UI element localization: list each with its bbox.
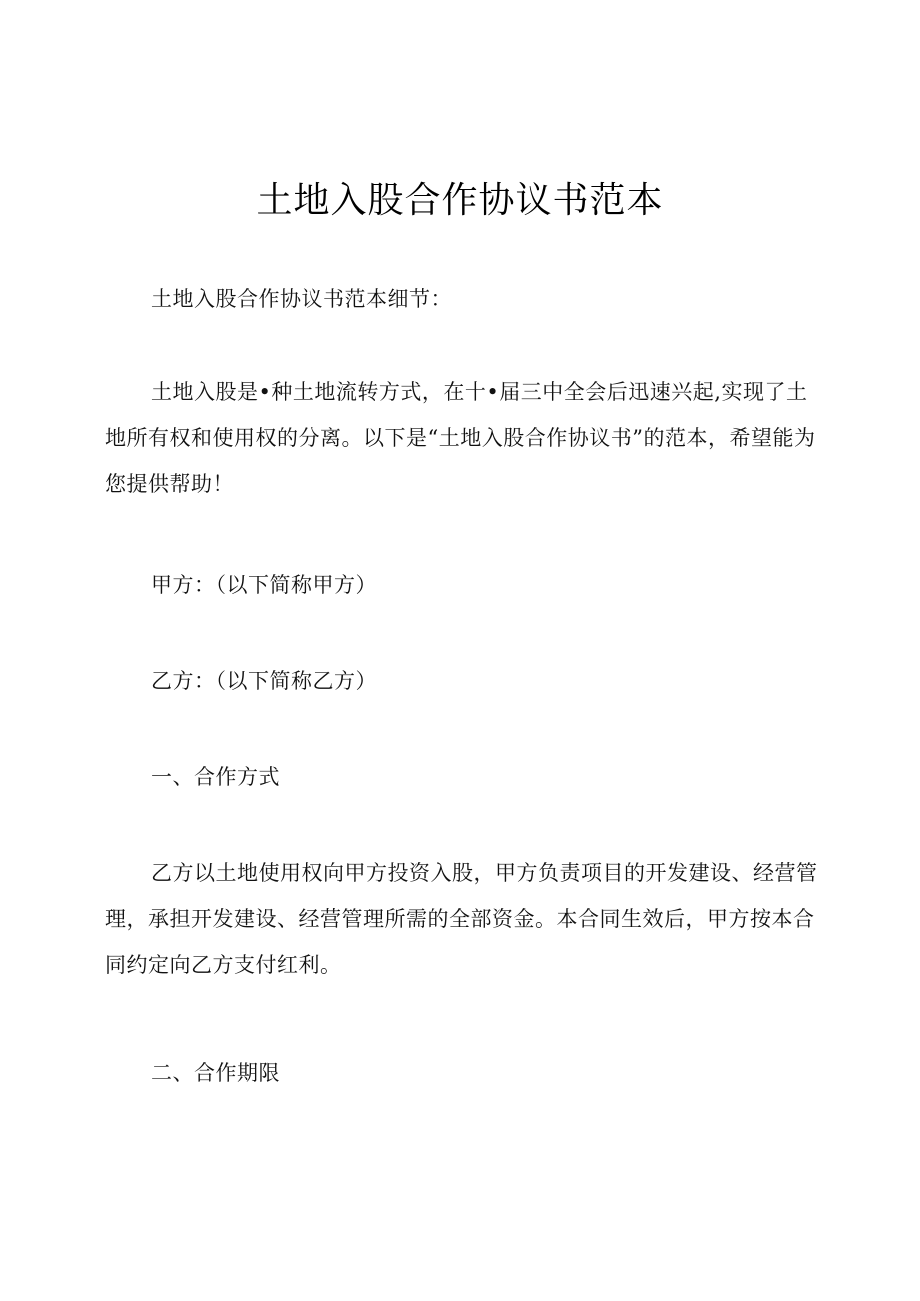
party-b-line: 乙方：（以下简称乙方） (151, 669, 377, 693)
intro-paragraph: 土地入股合作协议书范本细节： (151, 287, 452, 311)
document-title: 土地入股合作协议书范本 (256, 180, 664, 221)
description-paragraph: 土地入股是•种土地流转方式，在十•届三中全会后迅速兴起,实现了土地所有权和使用权的分离。以下是“土地入股合作协议书”的范本，希望能为您提供帮助！ (105, 380, 816, 496)
section-heading-cooperation-term: 二、合作期限 (151, 1061, 280, 1085)
section-heading-cooperation-method: 一、合作方式 (151, 765, 280, 789)
party-a-line: 甲方：（以下简称甲方） (151, 573, 377, 597)
cooperation-method-paragraph: 乙方以土地使用权向甲方投资入股，甲方负责项目的开发建设、经营管理，承担开发建设、经营管理所需的全部资金。本合同生效后，甲方按本合同约定向乙方支付红利。 (105, 861, 818, 977)
